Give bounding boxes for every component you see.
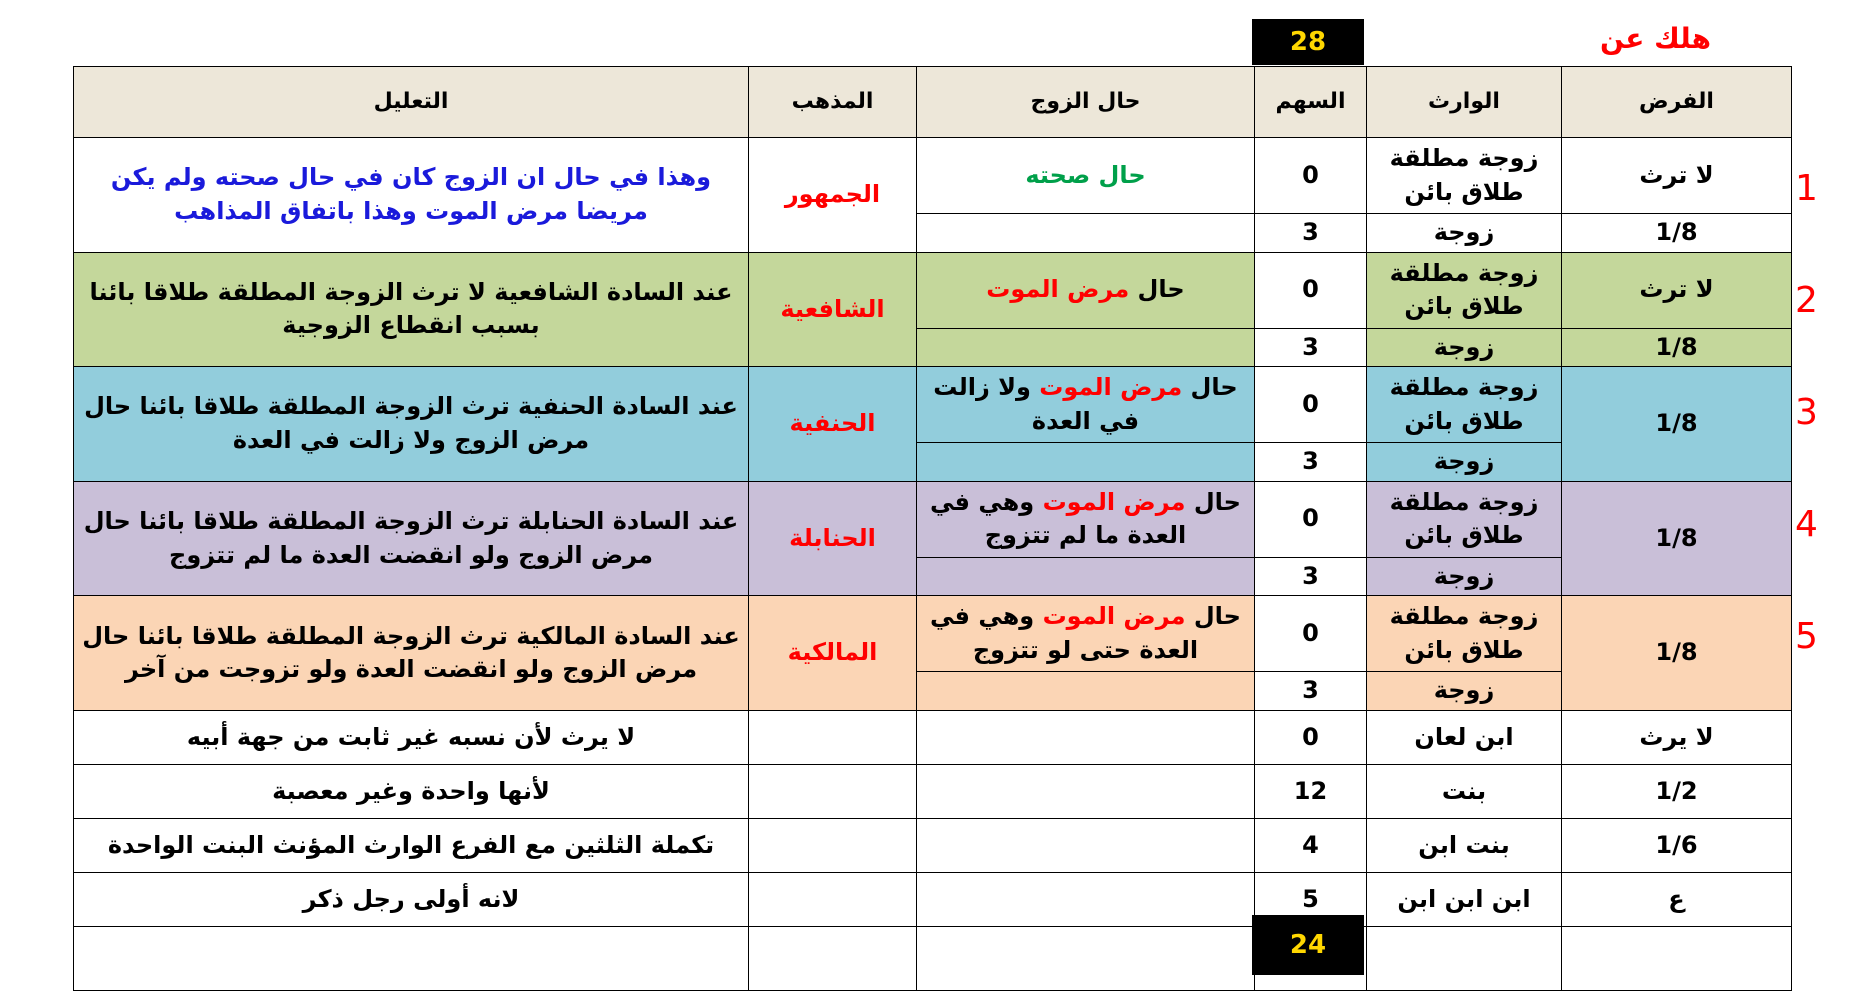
sahm-cell: 3 <box>1255 214 1367 253</box>
fard-cell: لا يرث <box>1562 710 1792 764</box>
sahm-cell: 3 <box>1255 557 1367 596</box>
warith-cell: زوجة <box>1367 443 1562 482</box>
sahm-cell: 0 <box>1255 138 1367 214</box>
ta3leel-cell: لأنها واحدة وغير معصبة <box>74 764 749 818</box>
group-number: 3 <box>1795 392 1818 433</box>
sahm-cell: 3 <box>1255 443 1367 482</box>
madhab-cell <box>749 764 917 818</box>
madhab-cell: الحنفية <box>749 367 917 482</box>
fard-cell: ع <box>1562 872 1792 926</box>
hal-cell <box>917 557 1255 596</box>
table-row <box>74 138 1792 214</box>
madhab-cell: المالكية <box>749 596 917 711</box>
sahm-cell: 3 <box>1255 672 1367 711</box>
ta3leel-cell: عند السادة المالكية ترث الزوجة المطلقة طلاقا بائنا حال مرض الزوج ولو انقضت العدة ولو تزوجت من آخر <box>74 596 749 711</box>
warith-cell: بنت ابن <box>1367 818 1562 872</box>
sahm-cell: 12 <box>1255 764 1367 818</box>
ta3leel-cell: لانه أولى رجل ذكر <box>74 872 749 926</box>
table-row <box>74 596 1792 672</box>
hal-cell: حال مرض الموت <box>917 252 1255 328</box>
hal-cell <box>917 872 1255 926</box>
col-ta3leel: التعليل <box>74 67 749 138</box>
warith-cell: زوجة <box>1367 672 1562 711</box>
total-bottom: 24 <box>1252 915 1364 975</box>
ta3leel-cell: وهذا في حال ان الزوج كان في حال صحته ولم يكن مريضا مرض الموت وهذا باتفاق المذاهب <box>74 138 749 253</box>
hal-cell <box>917 926 1255 990</box>
madhab-cell: الشافعية <box>749 252 917 367</box>
hal-cell <box>917 710 1255 764</box>
hal-cell: حال مرض الموت ولا زالت في العدة <box>917 367 1255 443</box>
col-hal: حال الزوج <box>917 67 1255 138</box>
fard-cell <box>1562 926 1792 990</box>
fard-cell: لا ترث <box>1562 252 1792 328</box>
madhab-cell: الجمهور <box>749 138 917 253</box>
table-row <box>74 252 1792 328</box>
madhab-cell <box>749 872 917 926</box>
ta3leel-cell: تكملة الثلثين مع الفرع الوارث المؤنث البنت الواحدة <box>74 818 749 872</box>
fard-cell: 1/8 <box>1562 214 1792 253</box>
sahm-cell: 0 <box>1255 481 1367 557</box>
group-number: 2 <box>1795 280 1818 321</box>
warith-cell: زوجة مطلقة طلاق بائن <box>1367 481 1562 557</box>
sahm-cell: 0 <box>1255 710 1367 764</box>
warith-cell: زوجة <box>1367 557 1562 596</box>
ta3leel-cell: عند السادة الحنابلة ترث الزوجة المطلقة طلاقا بائنا حال مرض الزوج ولو انقضت العدة ما لم تتزوج <box>74 481 749 596</box>
warith-cell: زوجة مطلقة طلاق بائن <box>1367 596 1562 672</box>
sahm-cell: 4 <box>1255 818 1367 872</box>
fard-cell: 1/2 <box>1562 764 1792 818</box>
madhab-cell <box>749 926 917 990</box>
sahm-cell: 0 <box>1255 252 1367 328</box>
hal-cell: حال مرض الموت وهي في العدة ما لم تتزوج <box>917 481 1255 557</box>
total-top: 28 <box>1252 19 1364 65</box>
fard-cell: لا ترث <box>1562 138 1792 214</box>
col-warith: الوارث <box>1367 67 1562 138</box>
table-row <box>74 818 1792 872</box>
sahm-cell: 3 <box>1255 328 1367 367</box>
warith-cell: زوجة مطلقة طلاق بائن <box>1367 252 1562 328</box>
warith-cell: بنت <box>1367 764 1562 818</box>
warith-cell <box>1367 926 1562 990</box>
warith-cell: زوجة <box>1367 328 1562 367</box>
page-title: هلك عن <box>1600 22 1711 55</box>
sahm-cell: 0 <box>1255 596 1367 672</box>
inheritance-table <box>73 66 1792 991</box>
header-row <box>74 67 1792 138</box>
hal-cell <box>917 328 1255 367</box>
madhab-cell: الحنابلة <box>749 481 917 596</box>
fard-cell: 1/8 <box>1562 367 1792 482</box>
hal-cell: حال صحته <box>917 138 1255 214</box>
fard-cell: 1/8 <box>1562 596 1792 711</box>
hal-cell <box>917 818 1255 872</box>
hal-cell: حال مرض الموت وهي في العدة حتى لو تتزوج <box>917 596 1255 672</box>
warith-cell: زوجة مطلقة طلاق بائن <box>1367 367 1562 443</box>
col-madhab: المذهب <box>749 67 917 138</box>
warith-cell: زوجة <box>1367 214 1562 253</box>
ta3leel-cell: عند السادة الحنفية ترث الزوجة المطلقة طلاقا بائنا حال مرض الزوج ولا زالت في العدة <box>74 367 749 482</box>
fard-cell: 1/6 <box>1562 818 1792 872</box>
fard-cell: 1/8 <box>1562 481 1792 596</box>
group-number: 4 <box>1795 504 1818 545</box>
sahm-cell: 5 <box>1255 872 1367 926</box>
hal-cell <box>917 672 1255 711</box>
warith-cell: زوجة مطلقة طلاق بائن <box>1367 138 1562 214</box>
warith-cell: ابن لعان <box>1367 710 1562 764</box>
table-row <box>74 872 1792 926</box>
group-number: 5 <box>1795 616 1818 657</box>
hal-cell <box>917 764 1255 818</box>
ta3leel-cell: عند السادة الشافعية لا ترث الزوجة المطلقة طلاقا بائنا بسبب انقطاع الزوجية <box>74 252 749 367</box>
sahm-cell: 0 <box>1255 367 1367 443</box>
fard-cell: 1/8 <box>1562 328 1792 367</box>
col-fard: الفرض <box>1562 67 1792 138</box>
table-row <box>74 764 1792 818</box>
group-number: 1 <box>1795 168 1818 209</box>
table-row <box>74 367 1792 443</box>
madhab-cell <box>749 710 917 764</box>
table-row <box>74 481 1792 557</box>
ta3leel-cell: لا يرث لأن نسبه غير ثابت من جهة أبيه <box>74 710 749 764</box>
col-sahm: السهم <box>1255 67 1367 138</box>
madhab-cell <box>749 818 917 872</box>
hal-cell <box>917 214 1255 253</box>
ta3leel-cell <box>74 926 749 990</box>
table-row <box>74 926 1792 990</box>
table-row <box>74 710 1792 764</box>
warith-cell: ابن ابن ابن <box>1367 872 1562 926</box>
hal-cell <box>917 443 1255 482</box>
